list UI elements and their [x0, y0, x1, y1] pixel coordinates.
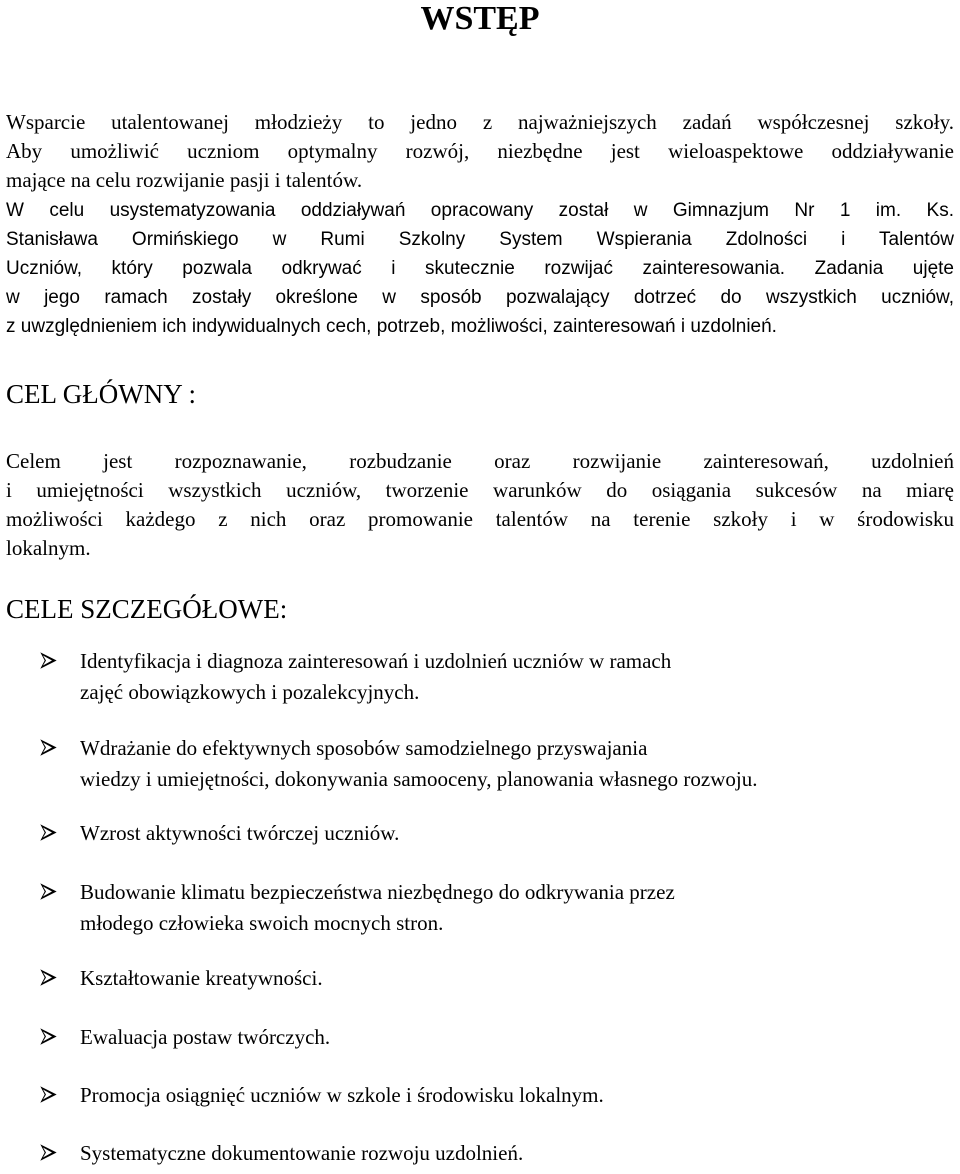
- arrowhead-bullet-icon: [40, 1144, 57, 1161]
- intro-line: z uwzględnieniem ich indywidualnych cech, potrzeb, możliwości, zainteresowań i uzdolnień.: [6, 316, 777, 337]
- list-item-text: [80, 818, 399, 849]
- list-item-line: młodego człowieka swoich mocnych stron.: [80, 911, 444, 935]
- list-item-line: Identyfikacja i diagnoza zainteresowań i uzdolnień uczniów w ramach: [80, 649, 672, 673]
- intro-line: Stanisława Ormińskiego w Rumi Szkolny System Wspierania Zdolności i Talentów: [6, 229, 954, 250]
- list-item-text: [80, 963, 323, 994]
- intro-line: Uczniów, który pozwala odkrywać i skutecznie rozwijać zainteresowania. Zadania ujęte: [6, 258, 954, 279]
- list-item-text: [80, 1080, 604, 1111]
- main-goal-line: i umiejętności wszystkich uczniów, tworzenie warunków do osiągania sukcesów na miarę: [6, 478, 954, 502]
- list-item-line: Promocja osiągnięć uczniów w szkole i środowisku lokalnym.: [80, 1083, 604, 1107]
- list-item-text: [80, 733, 757, 795]
- detailed-goals-heading: CELE SZCZEGÓŁOWE:: [6, 594, 288, 624]
- list-item-line: Wdrażanie do efektywnych sposobów samodzielnego przyswajania: [80, 736, 648, 760]
- arrowhead-bullet-icon: [40, 883, 57, 900]
- main-goal-line: lokalnym.: [6, 536, 91, 560]
- intro-line: W celu usystematyzowania oddziaływań opracowany został w Gimnazjum Nr 1 im. Ks.: [6, 200, 954, 221]
- arrowhead-bullet-icon: [40, 652, 57, 669]
- list-item-line: Ewaluacja postaw twórczych.: [80, 1025, 331, 1049]
- list-item-line: Systematyczne dokumentowanie rozwoju uzdolnień.: [80, 1141, 524, 1165]
- list-item-line: zajęć obowiązkowych i pozalekcyjnych.: [80, 680, 420, 704]
- intro-paragraph-sans: [6, 196, 954, 341]
- main-goal-heading: CEL GŁÓWNY :: [6, 379, 196, 409]
- list-item-line: Budowanie klimatu bezpieczeństwa niezbędnego do odkrywania przez: [80, 880, 675, 904]
- arrowhead-bullet-icon: [40, 739, 57, 756]
- intro-line: mające na celu rozwijanie pasji i talentów.: [6, 168, 363, 192]
- arrowhead-bullet-icon: [40, 969, 57, 986]
- list-item-text: [80, 1138, 523, 1169]
- intro-paragraph-serif: [6, 108, 954, 195]
- intro-line: Wsparcie utalentowanej młodzieży to jedno z najważniejszych zadań współczesnej szkoły.: [6, 110, 954, 134]
- list-item-line: Kształtowanie kreatywności.: [80, 966, 323, 990]
- list-item-text: [80, 877, 675, 939]
- arrowhead-bullet-icon: [40, 824, 57, 841]
- list-item-line: Wzrost aktywności twórczej uczniów.: [80, 821, 400, 845]
- arrowhead-bullet-icon: [40, 1086, 57, 1103]
- list-item-text: [80, 646, 671, 708]
- arrowhead-bullet-icon: [40, 1028, 57, 1045]
- main-goal-line: możliwości każdego z nich oraz promowanie talentów na terenie szkoły i w środowisku: [6, 507, 954, 531]
- list-item-line: wiedzy i umiejętności, dokonywania samooceny, planowania własnego rozwoju.: [80, 767, 758, 791]
- intro-line: Aby umożliwić uczniom optymalny rozwój, niezbędne jest wieloaspektowe oddziaływanie: [6, 139, 954, 163]
- page-title: WSTĘP: [420, 0, 540, 37]
- main-goal-line: Celem jest rozpoznawanie, rozbudzanie oraz rozwijanie zainteresowań, uzdolnień: [6, 449, 954, 473]
- main-goal-paragraph: [6, 447, 954, 563]
- list-item-text: [80, 1022, 330, 1053]
- intro-line: w jego ramach zostały określone w sposób pozwalający dotrzeć do wszystkich uczniów,: [6, 287, 954, 308]
